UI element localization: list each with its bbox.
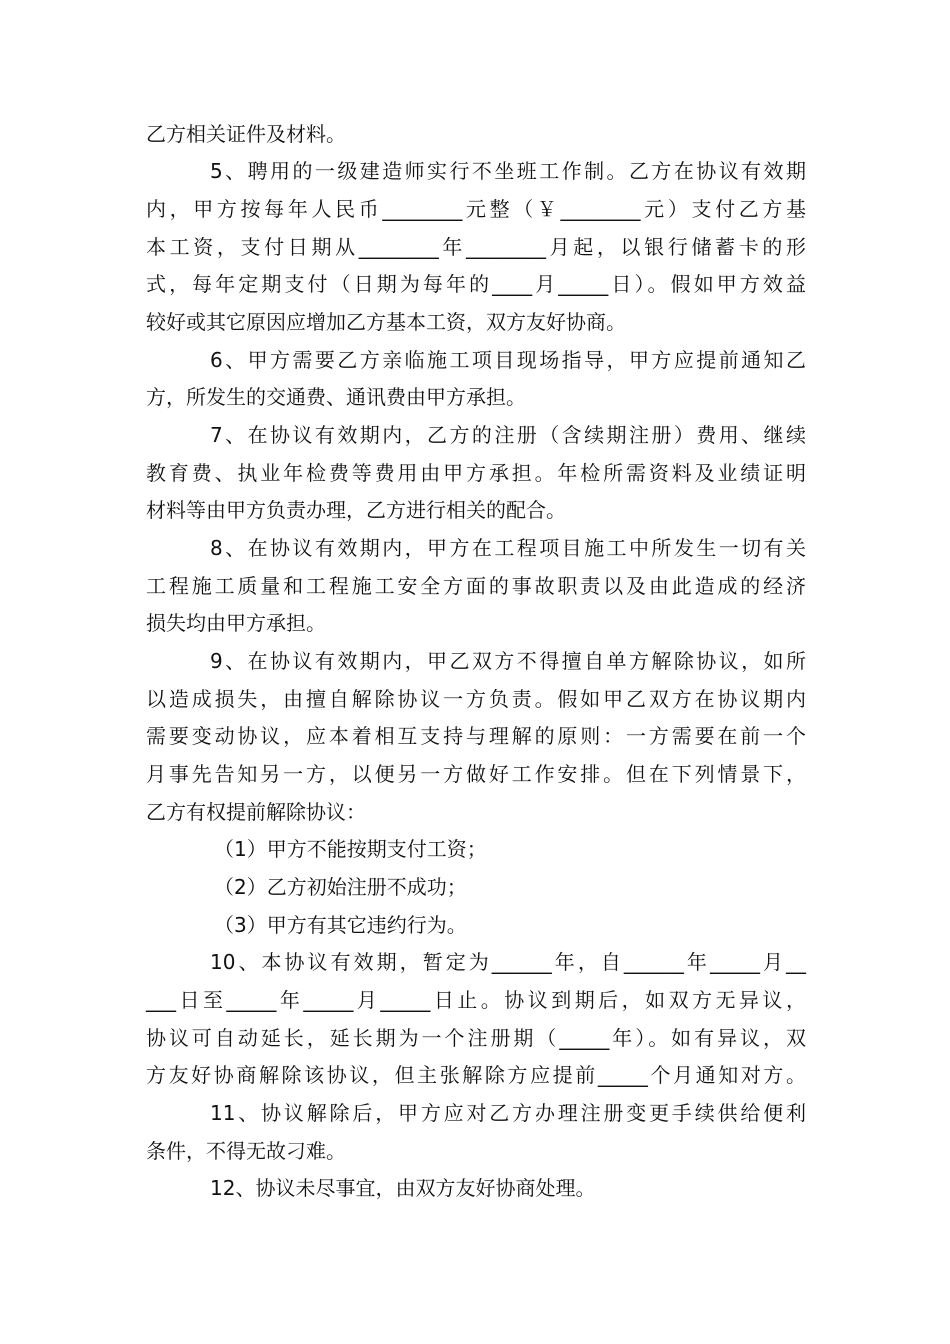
text-line: 协议可自动延长，延长期为一个注册期（_____年）。如有异议，双 (146, 1026, 806, 1050)
text-line: 式，每年定期支付（日期为每年的____月_____日）。假如甲方效益 (146, 272, 806, 296)
clause-7-line: 7、在协议有效期内，乙方的注册（含续期注册）费用、继续 (210, 423, 806, 447)
text-line: 工程施工质量和工程施工安全方面的事故职责以及由此造成的经济 (146, 574, 806, 598)
text-line: 材料等由甲方负责办理，乙方进行相关的配合。 (146, 498, 566, 522)
text-line: 方友好协商解除该协议，但主张解除方应提前_____个月通知对方。 (146, 1063, 806, 1087)
clause-12-line: 12、协议未尽事宜，由双方友好协商处理。 (210, 1176, 596, 1200)
text-line: ___日至_____年_____月_____日止。协议到期后，如双方无异议， (146, 988, 806, 1012)
text-line: 月事先告知另一方，以便另一方做好工作安排。但在下列情景下， (146, 762, 806, 786)
clause-6-line: 6、甲方需要乙方亲临施工项目现场指导，甲方应提前通知乙 (210, 348, 806, 372)
text-line: 乙方相关证件及材料。 (146, 122, 346, 146)
text-line: 需要变动协议，应本着相互支持与理解的原则：一方需要在前一个 (146, 724, 806, 748)
text-line: 教育费、执业年检费等费用由甲方承担。年检所需资料及业绩证明 (146, 461, 806, 485)
text-line: 较好或其它原因应增加乙方基本工资，双方友好协商。 (146, 310, 626, 334)
text-line: 内，甲方按每年人民币________元整（￥________元）支付乙方基 (146, 197, 806, 221)
list-item: （2）乙方初始注册不成功； (214, 875, 467, 899)
text-line: 本工资，支付日期从________年________月起，以银行储蓄卡的形 (146, 235, 806, 259)
list-item: （1）甲方不能按期支付工资； (214, 837, 487, 861)
clause-5-line: 5、聘用的一级建造师实行不坐班工作制。乙方在协议有效期 (210, 159, 806, 183)
clause-8-line: 8、在协议有效期内，甲方在工程项目施工中所发生一切有关 (210, 536, 806, 560)
text-line: 方，所发生的交通费、通讯费由甲方承担。 (146, 385, 526, 409)
text-line: 乙方有权提前解除协议： (146, 800, 366, 824)
text-line: 以造成损失，由擅自解除协议一方负责。假如甲乙双方在协议期内 (146, 687, 806, 711)
clause-9-line: 9、在协议有效期内，甲乙双方不得擅自单方解除协议，如所 (210, 649, 806, 673)
text-line: 损失均由甲方承担。 (146, 611, 326, 635)
clause-10-line: 10、本协议有效期，暂定为______年，自______年_____月__ (210, 950, 806, 974)
text-line: 条件，不得无故刁难。 (146, 1139, 346, 1163)
clause-11-line: 11、协议解除后，甲方应对乙方办理注册变更手续供给便利 (210, 1101, 806, 1125)
list-item: （3）甲方有其它违约行为。 (214, 913, 467, 937)
